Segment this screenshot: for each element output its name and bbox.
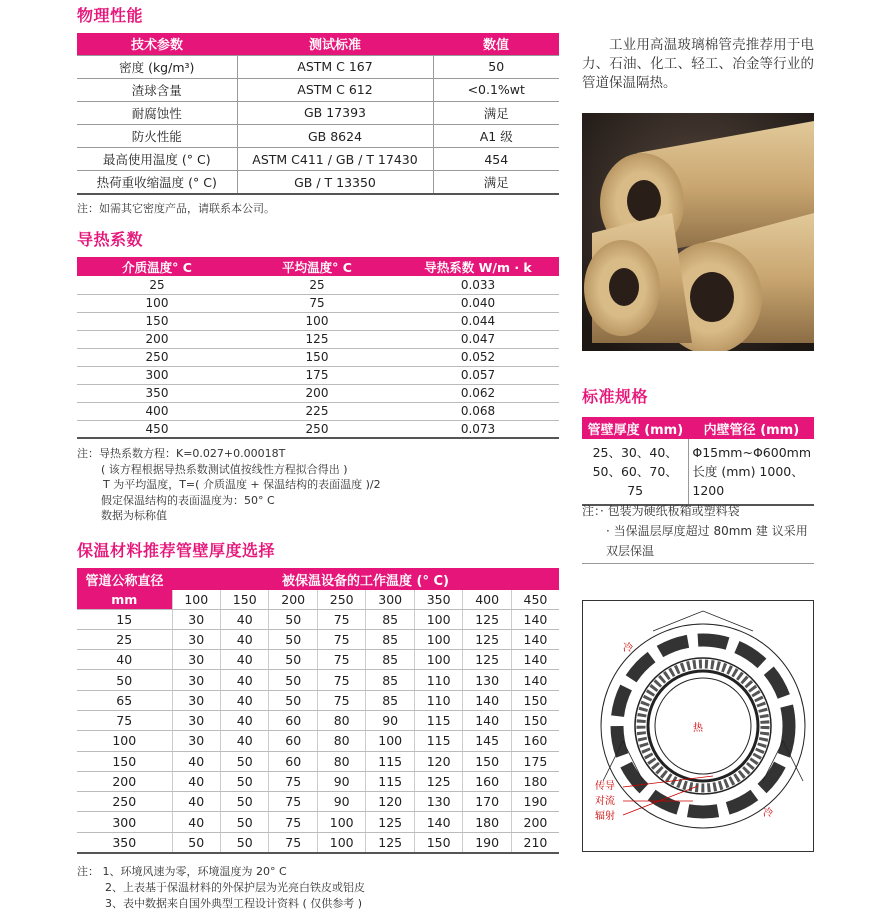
table-cell: 120 bbox=[414, 751, 462, 771]
table-cell: 40 bbox=[172, 751, 220, 771]
table-cell: 50 bbox=[269, 690, 317, 710]
column-header: 介质温度° C bbox=[77, 257, 237, 276]
table-cell: 140 bbox=[511, 629, 559, 649]
table-cell: 0.033 bbox=[397, 276, 559, 294]
table-cell: 0.052 bbox=[397, 348, 559, 366]
table-cell: 30 bbox=[172, 690, 220, 710]
table-cell: 454 bbox=[433, 148, 559, 171]
table-cell: 30 bbox=[172, 710, 220, 730]
table-cell: 25 bbox=[77, 276, 237, 294]
physical-properties-table bbox=[77, 33, 559, 195]
table-cell: 210 bbox=[511, 832, 559, 852]
table-header-row bbox=[77, 257, 559, 276]
table-cell: 350 bbox=[77, 384, 237, 402]
unit-cell: mm bbox=[77, 590, 172, 609]
table-cell: 渣球含量 bbox=[77, 78, 237, 101]
table-cell: 40 bbox=[220, 609, 268, 629]
note-line: 注：· 包装为硬纸板箱或塑料袋 bbox=[582, 504, 740, 518]
table-row bbox=[77, 629, 559, 649]
table-row bbox=[77, 384, 559, 402]
table-cell: 180 bbox=[463, 812, 511, 832]
table-cell: 75 bbox=[269, 792, 317, 812]
table-cell: 75 bbox=[317, 650, 365, 670]
column-header: 管道公称直径 bbox=[77, 568, 172, 590]
table-cell: 0.068 bbox=[397, 402, 559, 420]
table-cell: 40 bbox=[220, 670, 268, 690]
table-cell: 160 bbox=[463, 771, 511, 791]
note-line: T 为平均温度，T=( 介质温度 + 保温结构的表面温度 )/2 bbox=[103, 478, 381, 491]
conductivity-table bbox=[77, 257, 559, 439]
table-cell: 50 bbox=[220, 792, 268, 812]
table-cell: 125 bbox=[463, 609, 511, 629]
temperature-cell: 250 bbox=[317, 590, 365, 609]
table-cell: 175 bbox=[511, 751, 559, 771]
table-cell: 15 bbox=[77, 609, 172, 629]
table-cell: 115 bbox=[414, 710, 462, 730]
note-line: 数据为标称值 bbox=[101, 509, 167, 522]
table-cell: <0.1%wt bbox=[433, 78, 559, 101]
table-cell: 30 bbox=[172, 650, 220, 670]
note-line: 2、上表基于保温材料的外保护层为光亮白铁皮或铝皮 bbox=[105, 881, 365, 894]
table-cell: 200 bbox=[77, 330, 237, 348]
table-cell: 防火性能 bbox=[77, 125, 237, 148]
table-cell: 热荷重收缩温度 (° C) bbox=[77, 171, 237, 194]
table-row bbox=[77, 812, 559, 832]
table-row bbox=[77, 101, 559, 124]
table-row bbox=[77, 792, 559, 812]
column-header: 技术参数 bbox=[77, 33, 237, 55]
table-cell: 400 bbox=[77, 402, 237, 420]
table-cell: 满足 bbox=[433, 101, 559, 124]
table-cell: 150 bbox=[77, 751, 172, 771]
table-cell: 200 bbox=[237, 384, 397, 402]
table-cell: 150 bbox=[77, 312, 237, 330]
table-cell: 40 bbox=[220, 731, 268, 751]
table-cell: 耐腐蚀性 bbox=[77, 101, 237, 124]
table-cell: 25 bbox=[77, 629, 172, 649]
table-row bbox=[77, 171, 559, 194]
product-photo bbox=[582, 113, 814, 351]
table-cell: 85 bbox=[366, 670, 414, 690]
table-cell: 50 bbox=[269, 650, 317, 670]
table-cell: 50 bbox=[172, 832, 220, 852]
convection-label: 对流 bbox=[595, 796, 615, 807]
column-header: 管壁厚度 (mm) bbox=[582, 417, 689, 439]
table-header-row bbox=[77, 33, 559, 55]
table-cell: 50 bbox=[77, 670, 172, 690]
table-row bbox=[77, 731, 559, 751]
note-line: 注：导热系数方程：K=0.027+0.00018T bbox=[77, 447, 286, 460]
table-cell: 100 bbox=[237, 312, 397, 330]
table-cell: 密度 (kg/m³) bbox=[77, 55, 237, 78]
table-cell: 25 bbox=[237, 276, 397, 294]
table-cell: 75 bbox=[317, 609, 365, 629]
table-cell: 300 bbox=[77, 812, 172, 832]
table-row bbox=[77, 650, 559, 670]
table-cell: 100 bbox=[77, 731, 172, 751]
table-cell: 200 bbox=[511, 812, 559, 832]
table-cell: 145 bbox=[463, 731, 511, 751]
table-cell: ASTM C411 / GB / T 17430 bbox=[237, 148, 433, 171]
table-cell: 40 bbox=[220, 710, 268, 730]
section-title-physical: 物理性能 bbox=[77, 6, 144, 25]
table-cell: 75 bbox=[317, 690, 365, 710]
table-cell: 100 bbox=[414, 650, 462, 670]
table-cell: 350 bbox=[77, 832, 172, 852]
table-row bbox=[77, 294, 559, 312]
table-row bbox=[77, 609, 559, 629]
temperature-cell: 150 bbox=[220, 590, 268, 609]
column-header: 数值 bbox=[433, 33, 559, 55]
table-row bbox=[77, 771, 559, 791]
table-cell: ASTM C 167 bbox=[237, 55, 433, 78]
table-cell: 125 bbox=[366, 812, 414, 832]
table-row bbox=[77, 148, 559, 171]
table-cell: 50 bbox=[220, 832, 268, 852]
table-cell: GB / T 13350 bbox=[237, 171, 433, 194]
table-cell: 150 bbox=[511, 710, 559, 730]
table-row bbox=[77, 78, 559, 101]
table-cell: 115 bbox=[414, 731, 462, 751]
table-cell: 85 bbox=[366, 650, 414, 670]
table-row bbox=[77, 832, 559, 852]
table-cell: 50 bbox=[433, 55, 559, 78]
intro-text: 工业用高温玻璃棉管壳推荐用于电力、石油、化工、轻工、冶金等行业的管道保温隔热。 bbox=[582, 37, 814, 91]
table-cell: 125 bbox=[463, 629, 511, 649]
table-cell: 30 bbox=[172, 731, 220, 751]
thickness-table bbox=[77, 568, 559, 854]
table-cell: 60 bbox=[269, 731, 317, 751]
table-cell: 170 bbox=[463, 792, 511, 812]
table-cell: 40 bbox=[77, 650, 172, 670]
hot-label: 热 bbox=[693, 723, 703, 734]
note-line: 假定保温结构的表面温度为：50° C bbox=[101, 493, 275, 507]
table-row bbox=[77, 751, 559, 771]
heat-transfer-diagram bbox=[582, 600, 814, 852]
table-row bbox=[77, 276, 559, 294]
table-cell: ASTM C 612 bbox=[237, 78, 433, 101]
table-row bbox=[77, 420, 559, 438]
temperature-cell: 350 bbox=[414, 590, 462, 609]
table-cell: 115 bbox=[366, 751, 414, 771]
column-header: 内壁管径 (mm) bbox=[689, 417, 814, 439]
table-cell: 0.040 bbox=[397, 294, 559, 312]
temperature-cell: 100 bbox=[172, 590, 220, 609]
table-cell: 150 bbox=[414, 832, 462, 852]
cold-label-left: 冷 bbox=[623, 643, 633, 654]
table-cell: 80 bbox=[317, 710, 365, 730]
table-cell: 125 bbox=[414, 771, 462, 791]
temperature-cell: 200 bbox=[269, 590, 317, 609]
conduction-label: 传导 bbox=[595, 781, 615, 792]
pipe-sections-icon bbox=[582, 113, 814, 351]
table-cell: 50 bbox=[269, 670, 317, 690]
table-cell: 160 bbox=[511, 731, 559, 751]
table-cell: 40 bbox=[220, 650, 268, 670]
table-cell: 50 bbox=[269, 629, 317, 649]
table-cell: 100 bbox=[366, 731, 414, 751]
note-line: ( 该方程根据导热系数测试值按线性方程拟合得出 ) bbox=[101, 462, 348, 476]
table-cell: 85 bbox=[366, 629, 414, 649]
table-cell: 140 bbox=[463, 710, 511, 730]
table-cell: 0.047 bbox=[397, 330, 559, 348]
spec-thickness-cell: 25、30、40、50、60、70、75 bbox=[582, 439, 689, 505]
table-cell: 85 bbox=[366, 609, 414, 629]
radiation-label: 辐射 bbox=[595, 811, 615, 822]
table-row bbox=[582, 439, 814, 505]
table-cell: 80 bbox=[317, 751, 365, 771]
temperature-row bbox=[77, 590, 559, 609]
table-cell: 0.057 bbox=[397, 366, 559, 384]
conductivity-notes bbox=[77, 446, 381, 524]
temperature-cell: 300 bbox=[366, 590, 414, 609]
table-cell: 90 bbox=[366, 710, 414, 730]
table-cell: 75 bbox=[77, 710, 172, 730]
heat-transfer-icon bbox=[583, 601, 813, 851]
table-cell: 40 bbox=[172, 771, 220, 791]
table-cell: 140 bbox=[511, 670, 559, 690]
table-cell: 250 bbox=[77, 348, 237, 366]
table-cell: 100 bbox=[77, 294, 237, 312]
table-cell: 100 bbox=[317, 812, 365, 832]
table-cell: 150 bbox=[237, 348, 397, 366]
table-header-row bbox=[582, 417, 814, 439]
table-row bbox=[77, 690, 559, 710]
table-cell: 140 bbox=[511, 609, 559, 629]
table-cell: 175 bbox=[237, 366, 397, 384]
table-cell: 190 bbox=[511, 792, 559, 812]
note-line: 3、表中数据来自国外典型工程设计资料 ( 仅供参考 ) bbox=[105, 897, 363, 910]
table-row bbox=[77, 670, 559, 690]
table-cell: 30 bbox=[172, 629, 220, 649]
spec-notes bbox=[582, 501, 814, 564]
table-cell: A1 级 bbox=[433, 125, 559, 148]
section-title-spec: 标准规格 bbox=[582, 387, 649, 406]
table-row bbox=[77, 348, 559, 366]
column-header: 导热系数 W/m · k bbox=[397, 257, 559, 276]
temperature-cell: 450 bbox=[511, 590, 559, 609]
physical-note: 注：如需其它密度产品，请联系本公司。 bbox=[77, 202, 275, 215]
table-cell: 125 bbox=[237, 330, 397, 348]
table-cell: 140 bbox=[414, 812, 462, 832]
table-cell: 40 bbox=[220, 690, 268, 710]
table-cell: 250 bbox=[77, 792, 172, 812]
table-cell: 225 bbox=[237, 402, 397, 420]
table-row bbox=[77, 125, 559, 148]
table-row bbox=[77, 366, 559, 384]
section-title-thickness: 保温材料推荐管壁厚度选择 bbox=[77, 541, 276, 560]
cold-label-right: 冷 bbox=[763, 808, 773, 819]
table-cell: 75 bbox=[269, 771, 317, 791]
table-cell: 65 bbox=[77, 690, 172, 710]
table-cell: 180 bbox=[511, 771, 559, 791]
table-cell: 40 bbox=[172, 792, 220, 812]
table-cell: 60 bbox=[269, 710, 317, 730]
table-cell: 80 bbox=[317, 731, 365, 751]
table-cell: 50 bbox=[269, 609, 317, 629]
table-cell: 190 bbox=[463, 832, 511, 852]
table-cell: 75 bbox=[317, 629, 365, 649]
table-cell: GB 17393 bbox=[237, 101, 433, 124]
table-cell: 75 bbox=[317, 670, 365, 690]
table-cell: 30 bbox=[172, 670, 220, 690]
table-cell: 85 bbox=[366, 690, 414, 710]
table-cell: 75 bbox=[269, 812, 317, 832]
table-cell: 50 bbox=[220, 812, 268, 832]
table-cell: 115 bbox=[366, 771, 414, 791]
thickness-notes bbox=[77, 864, 365, 912]
table-cell: 40 bbox=[220, 629, 268, 649]
table-cell: 满足 bbox=[433, 171, 559, 194]
table-row bbox=[77, 312, 559, 330]
table-cell: 40 bbox=[172, 812, 220, 832]
table-cell: 120 bbox=[366, 792, 414, 812]
table-row bbox=[77, 330, 559, 348]
table-cell: 250 bbox=[237, 420, 397, 438]
table-cell: 100 bbox=[414, 609, 462, 629]
table-cell: 150 bbox=[511, 690, 559, 710]
table-cell: GB 8624 bbox=[237, 125, 433, 148]
table-cell: 50 bbox=[220, 771, 268, 791]
table-cell: 90 bbox=[317, 771, 365, 791]
table-cell: 200 bbox=[77, 771, 172, 791]
table-row bbox=[77, 55, 559, 78]
table-cell: 75 bbox=[269, 832, 317, 852]
table-cell: 75 bbox=[237, 294, 397, 312]
table-cell: 125 bbox=[366, 832, 414, 852]
table-header-row bbox=[77, 568, 559, 590]
table-cell: 125 bbox=[463, 650, 511, 670]
spec-table bbox=[582, 417, 814, 506]
table-cell: 50 bbox=[220, 751, 268, 771]
table-cell: 100 bbox=[414, 629, 462, 649]
table-cell: 140 bbox=[463, 690, 511, 710]
table-cell: 最高使用温度 (° C) bbox=[77, 148, 237, 171]
group-header: 被保温设备的工作温度 (° C) bbox=[172, 568, 559, 590]
table-cell: 150 bbox=[463, 751, 511, 771]
column-header: 测试标准 bbox=[237, 33, 433, 55]
table-cell: 0.044 bbox=[397, 312, 559, 330]
section-title-conductivity: 导热系数 bbox=[77, 230, 144, 249]
temperature-cell: 400 bbox=[463, 590, 511, 609]
table-row bbox=[77, 710, 559, 730]
table-cell: 130 bbox=[414, 792, 462, 812]
table-cell: 300 bbox=[77, 366, 237, 384]
table-cell: 140 bbox=[511, 650, 559, 670]
column-header: 平均温度° C bbox=[237, 257, 397, 276]
note-line: 注： 1、环境风速为零，环境温度为 20° C bbox=[77, 865, 287, 878]
table-row bbox=[77, 402, 559, 420]
table-cell: 130 bbox=[463, 670, 511, 690]
table-cell: 30 bbox=[172, 609, 220, 629]
table-cell: 0.062 bbox=[397, 384, 559, 402]
note-line: · 当保温层厚度超过 80mm 建 议采用双层保温 bbox=[606, 524, 808, 558]
table-cell: 60 bbox=[269, 751, 317, 771]
table-cell: 0.073 bbox=[397, 420, 559, 438]
spec-diameter-cell: Φ15mm~Φ600mm 长度 (mm) 1000、1200 bbox=[689, 439, 814, 505]
table-cell: 90 bbox=[317, 792, 365, 812]
table-cell: 110 bbox=[414, 670, 462, 690]
table-cell: 110 bbox=[414, 690, 462, 710]
table-cell: 100 bbox=[317, 832, 365, 852]
table-cell: 450 bbox=[77, 420, 237, 438]
